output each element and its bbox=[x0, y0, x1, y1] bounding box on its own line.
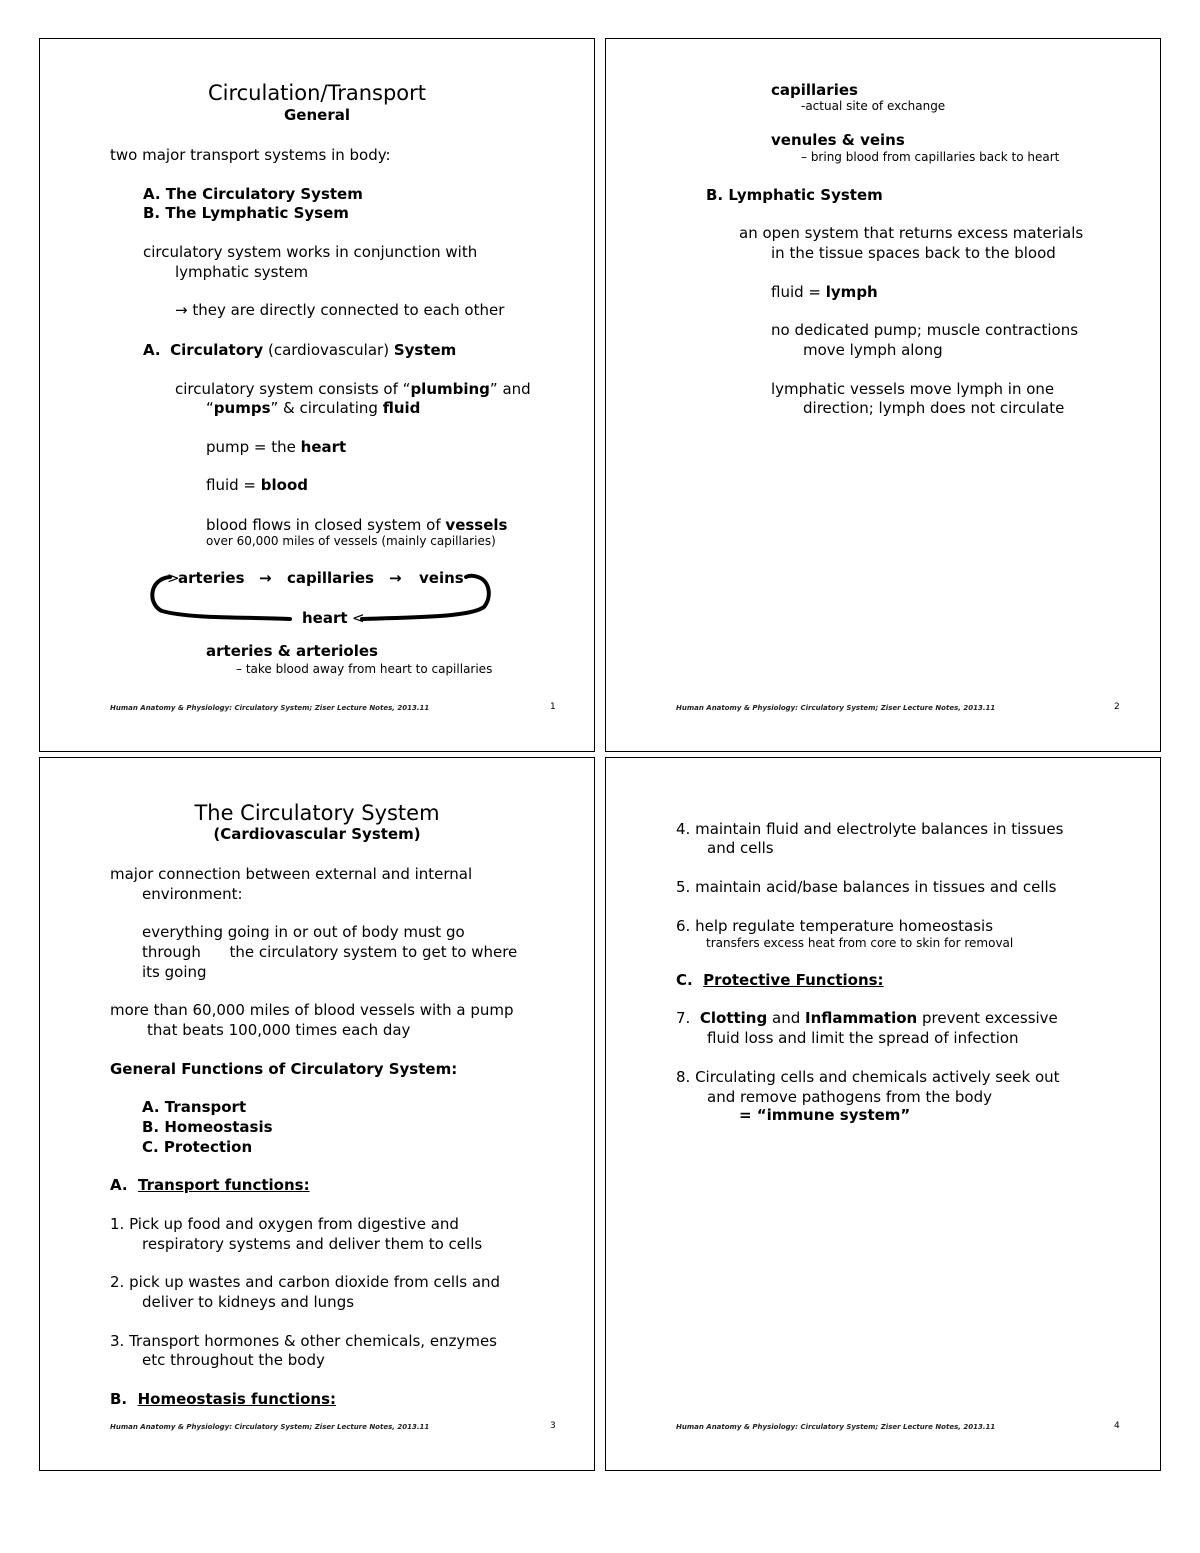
subsection-heading: venules & veins bbox=[771, 131, 905, 149]
list-item: deliver to kidneys and lungs bbox=[142, 1293, 355, 1311]
slide-footer: Human Anatomy & Physiology: Circulatory System; Ziser Lecture Notes, 2013.11 bbox=[110, 704, 430, 712]
paragraph-line: → they are directly connected to each other bbox=[175, 301, 505, 319]
slide-1 bbox=[39, 38, 595, 752]
list-item: 7. Clotting and Inflammation prevent excessive bbox=[676, 1009, 1058, 1027]
list-item: A. The Circulatory System bbox=[143, 185, 363, 203]
paragraph-line: everything going in or out of body must go bbox=[142, 923, 465, 941]
paragraph-line: environment: bbox=[142, 885, 243, 903]
page-number: 1 bbox=[550, 702, 556, 712]
slide-subtitle: General bbox=[284, 106, 350, 124]
list-item: 8. Circulating cells and chemicals actively seek out bbox=[676, 1068, 1060, 1086]
paragraph-line: in the tissue spaces back to the blood bbox=[771, 244, 1056, 262]
section-heading: C. Protective Functions: bbox=[676, 971, 884, 989]
note-text: -actual site of exchange bbox=[801, 99, 946, 113]
paragraph-line: more than 60,000 miles of blood vessels with a pump bbox=[110, 1001, 514, 1019]
arteries-label: arteries bbox=[178, 569, 245, 587]
paragraph-line: lymphatic system bbox=[175, 263, 309, 281]
paragraph-line: an open system that returns excess materials bbox=[739, 224, 1084, 242]
paragraph-line: move lymph along bbox=[803, 341, 943, 359]
slide-title: Circulation/Transport bbox=[207, 81, 427, 105]
paragraph-line: direction; lymph does not circulate bbox=[803, 399, 1065, 417]
veins-label: veins bbox=[419, 569, 464, 587]
paragraph-line: “pumps” & circulating fluid bbox=[206, 399, 421, 417]
intro-text: two major transport systems in body: bbox=[110, 146, 391, 164]
list-item: fluid loss and limit the spread of infection bbox=[707, 1029, 1019, 1047]
list-item: and remove pathogens from the body bbox=[707, 1088, 992, 1106]
capillaries-label: capillaries bbox=[287, 569, 374, 587]
note-text: over 60,000 miles of vessels (mainly capillaries) bbox=[206, 534, 496, 548]
slide-title: The Circulatory System bbox=[194, 801, 440, 825]
section-heading: A. Circulatory (cardiovascular) System bbox=[143, 341, 457, 359]
list-item: = “immune system” bbox=[739, 1106, 911, 1124]
arrow-right-icon: → bbox=[259, 569, 272, 587]
heart-label: heart bbox=[302, 609, 348, 627]
paragraph-line: pump = the heart bbox=[206, 438, 347, 456]
list-item: A. Transport bbox=[142, 1098, 247, 1116]
list-item: C. Protection bbox=[142, 1138, 253, 1156]
list-item: B. The Lymphatic Sysem bbox=[143, 204, 349, 222]
paragraph-line: blood flows in closed system of vessels bbox=[206, 516, 508, 534]
paragraph-line: no dedicated pump; muscle contractions bbox=[771, 321, 1079, 339]
note-text: transfers excess heat from core to skin for removal bbox=[706, 936, 1014, 950]
list-item: B. Homeostasis bbox=[142, 1118, 273, 1136]
slide-3 bbox=[39, 757, 595, 1471]
note-text: – take blood away from heart to capillaries bbox=[236, 662, 493, 676]
list-item: 6. help regulate temperature homeostasis bbox=[676, 917, 994, 935]
paragraph-line: fluid = blood bbox=[206, 476, 308, 494]
paragraph-line: lymphatic vessels move lymph in one bbox=[771, 380, 1055, 398]
paragraph-line: circulatory system works in conjunction with bbox=[143, 243, 478, 261]
list-item: etc throughout the body bbox=[142, 1351, 325, 1369]
list-item: and cells bbox=[707, 839, 774, 857]
section-heading: General Functions of Circulatory System: bbox=[110, 1060, 458, 1078]
loop-arrow-in: > bbox=[167, 569, 180, 587]
paragraph-line: major connection between external and internal bbox=[110, 865, 473, 883]
note-text: – bring blood from capillaries back to heart bbox=[801, 150, 1060, 164]
page-number: 2 bbox=[1114, 702, 1120, 712]
slide-footer: Human Anatomy & Physiology: Circulatory System; Ziser Lecture Notes, 2013.11 bbox=[676, 704, 996, 712]
paragraph-line: fluid = lymph bbox=[771, 283, 878, 301]
loop-arrow-out: < bbox=[352, 609, 365, 627]
section-heading: A. Transport functions: bbox=[110, 1176, 310, 1194]
slide-4 bbox=[605, 757, 1161, 1471]
page-number: 4 bbox=[1114, 1421, 1120, 1431]
slide-2 bbox=[605, 38, 1161, 752]
slide-subtitle: (Cardiovascular System) bbox=[213, 825, 421, 843]
list-item: 5. maintain acid/base balances in tissues and cells bbox=[676, 878, 1057, 896]
paragraph-line: through the circulatory system to get to where bbox=[142, 943, 518, 961]
paragraph-line: circulatory system consists of “plumbing” and bbox=[175, 380, 531, 398]
list-item: 1. Pick up food and oxygen from digestive and bbox=[110, 1215, 459, 1233]
subsection-heading: arteries & arterioles bbox=[206, 642, 378, 660]
section-heading: B. Lymphatic System bbox=[706, 186, 883, 204]
paragraph-line: its going bbox=[142, 963, 207, 981]
list-item: 3. Transport hormones & other chemicals, enzymes bbox=[110, 1332, 497, 1350]
section-heading: B. Homeostasis functions: bbox=[110, 1390, 336, 1408]
list-item: 4. maintain fluid and electrolyte balances in tissues bbox=[676, 820, 1064, 838]
paragraph-line: that beats 100,000 times each day bbox=[147, 1021, 411, 1039]
list-item: respiratory systems and deliver them to cells bbox=[142, 1235, 483, 1253]
subsection-heading: capillaries bbox=[771, 81, 858, 99]
slide-footer: Human Anatomy & Physiology: Circulatory System; Ziser Lecture Notes, 2013.11 bbox=[676, 1423, 996, 1431]
list-item: 2. pick up wastes and carbon dioxide from cells and bbox=[110, 1273, 501, 1291]
page-number: 3 bbox=[550, 1421, 556, 1431]
slide-footer: Human Anatomy & Physiology: Circulatory System; Ziser Lecture Notes, 2013.11 bbox=[110, 1423, 430, 1431]
arrow-right-icon: → bbox=[389, 569, 402, 587]
